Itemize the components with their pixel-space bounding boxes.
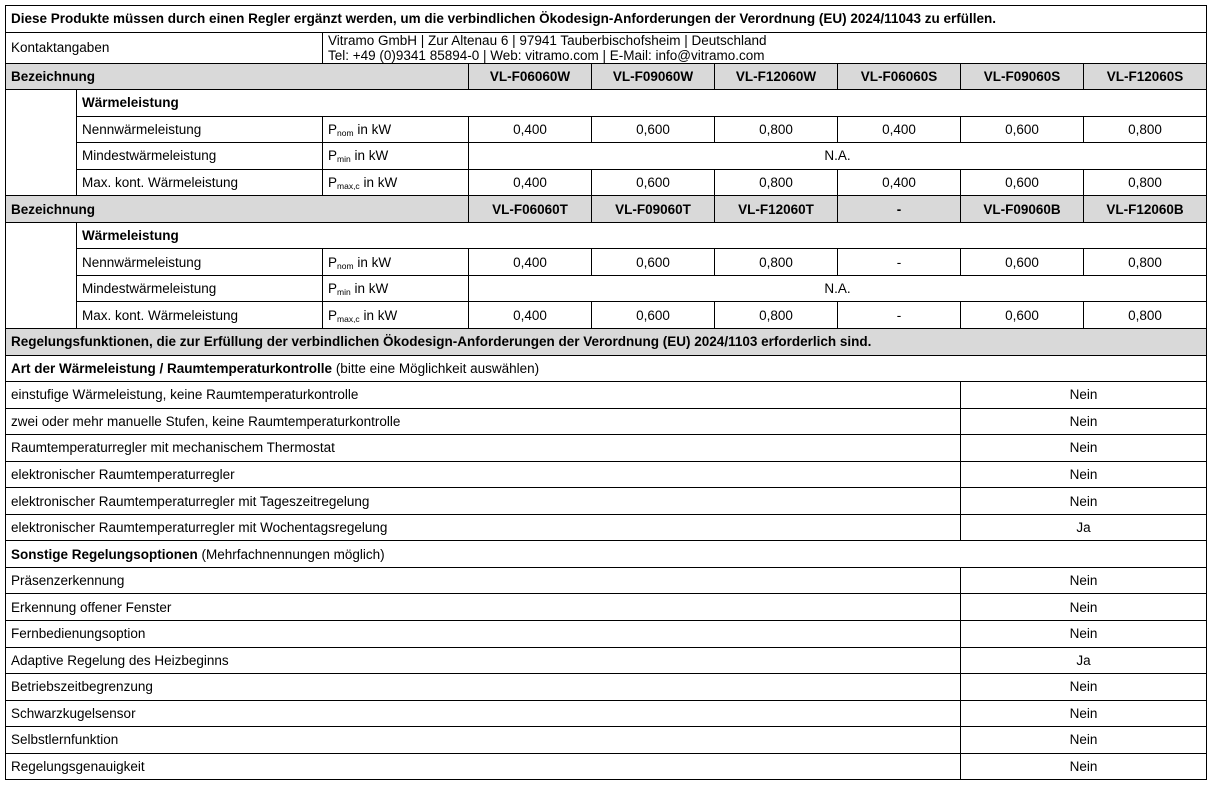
unit: in kW bbox=[359, 307, 398, 323]
symbol-subscript: max,c bbox=[337, 313, 360, 324]
value-cell: 0,600 bbox=[592, 302, 715, 329]
control-option-value: Nein bbox=[961, 567, 1207, 594]
indent-cell bbox=[6, 302, 77, 329]
symbol: P bbox=[328, 148, 338, 164]
value-cell: - bbox=[838, 302, 961, 329]
indent-cell bbox=[6, 169, 77, 196]
control-header: Regelungsfunktionen, die zur Erfüllung der verbindlichen Ökodesign-Anforderungen der Verordnung (EU) 2024/1103 erforderlich sind. bbox=[6, 329, 1207, 356]
control-option-label: Präsenzerkennung bbox=[6, 567, 961, 594]
indent-cell bbox=[6, 249, 77, 276]
unit: in kW bbox=[353, 254, 392, 270]
unit: in kW bbox=[350, 148, 389, 164]
contact-label: Kontaktangaben bbox=[6, 32, 323, 63]
value-row bbox=[6, 116, 1207, 143]
ecodesign-table bbox=[5, 5, 1207, 780]
value-cell: 0,600 bbox=[961, 116, 1084, 143]
control-option-label: Raumtemperaturregler mit mechanischem Thermostat bbox=[6, 435, 961, 462]
control-section-row bbox=[6, 541, 1207, 568]
control-option-row bbox=[6, 594, 1207, 621]
control-option-row bbox=[6, 674, 1207, 701]
control-option-label: Betriebszeitbegrenzung bbox=[6, 674, 961, 701]
symbol-unit bbox=[323, 143, 469, 170]
parameter-label: Mindestwärmeleistung bbox=[77, 275, 323, 302]
control-option-value: Nein bbox=[961, 408, 1207, 435]
control-option-label: elektronischer Raumtemperaturregler mit Wochentagsregelung bbox=[6, 514, 961, 541]
value-cell: 0,800 bbox=[1084, 116, 1207, 143]
value-cell: 0,400 bbox=[838, 169, 961, 196]
value-cell: - bbox=[838, 249, 961, 276]
contact-line-phone-web-mail: Tel: +49 (0)9341 85894-0 | Web: vitramo.com | E-Mail: info@vitramo.com bbox=[328, 47, 765, 63]
symbol-unit bbox=[323, 249, 469, 276]
merged-value: N.A. bbox=[469, 143, 1207, 170]
contact-details bbox=[323, 32, 1207, 63]
value-row bbox=[6, 143, 1207, 170]
parameter-label: Mindestwärmeleistung bbox=[77, 143, 323, 170]
value-cell: 0,600 bbox=[592, 116, 715, 143]
control-option-value: Nein bbox=[961, 727, 1207, 754]
control-option-row bbox=[6, 647, 1207, 674]
model-name: VL-F06060W bbox=[469, 63, 592, 90]
value-row bbox=[6, 249, 1207, 276]
model-header-row bbox=[6, 63, 1207, 90]
model-header-row bbox=[6, 196, 1207, 223]
symbol: P bbox=[328, 121, 338, 137]
contact-line-address: Vitramo GmbH | Zur Altenau 6 | 97941 Tauberbischofsheim | Deutschland bbox=[328, 32, 767, 48]
model-name: VL-F09060W bbox=[592, 63, 715, 90]
model-header-label: Bezeichnung bbox=[6, 196, 469, 223]
value-cell: 0,800 bbox=[715, 169, 838, 196]
control-option-row bbox=[6, 700, 1207, 727]
value-row bbox=[6, 275, 1207, 302]
model-name: - bbox=[838, 196, 961, 223]
control-option-row bbox=[6, 621, 1207, 648]
section-title: Wärmeleistung bbox=[77, 222, 1207, 249]
value-cell: 0,600 bbox=[592, 169, 715, 196]
section-title: Wärmeleistung bbox=[77, 90, 1207, 117]
control-option-label: einstufige Wärmeleistung, keine Raumtemperaturkontrolle bbox=[6, 382, 961, 409]
control-section-title bbox=[6, 541, 1207, 568]
unit: in kW bbox=[353, 121, 392, 137]
symbol: P bbox=[328, 254, 338, 270]
merged-value: N.A. bbox=[469, 275, 1207, 302]
indent-cell bbox=[6, 116, 77, 143]
control-option-row bbox=[6, 753, 1207, 780]
symbol: P bbox=[328, 281, 338, 297]
parameter-label: Max. kont. Wärmeleistung bbox=[77, 302, 323, 329]
value-row bbox=[6, 169, 1207, 196]
value-cell: 0,400 bbox=[469, 302, 592, 329]
symbol-subscript: min bbox=[337, 154, 351, 165]
control-option-label: Adaptive Regelung des Heizbeginns bbox=[6, 647, 961, 674]
value-cell: 0,800 bbox=[1084, 302, 1207, 329]
control-section-title bbox=[6, 355, 1207, 382]
control-option-value: Nein bbox=[961, 621, 1207, 648]
model-name: VL-F06060S bbox=[838, 63, 961, 90]
control-option-value: Nein bbox=[961, 488, 1207, 515]
model-name: VL-F09060S bbox=[961, 63, 1084, 90]
control-option-value: Nein bbox=[961, 753, 1207, 780]
control-option-value: Ja bbox=[961, 647, 1207, 674]
control-option-value: Nein bbox=[961, 461, 1207, 488]
model-name: VL-F12060W bbox=[715, 63, 838, 90]
value-cell: 0,400 bbox=[469, 116, 592, 143]
control-section-row bbox=[6, 355, 1207, 382]
parameter-label: Nennwärmeleistung bbox=[77, 249, 323, 276]
control-option-value: Nein bbox=[961, 435, 1207, 462]
section-row bbox=[6, 90, 1207, 117]
value-cell: 0,600 bbox=[592, 249, 715, 276]
control-option-row bbox=[6, 408, 1207, 435]
control-option-label: zwei oder mehr manuelle Stufen, keine Raumtemperaturkontrolle bbox=[6, 408, 961, 435]
control-option-value: Nein bbox=[961, 700, 1207, 727]
control-option-label: elektronischer Raumtemperaturregler bbox=[6, 461, 961, 488]
control-option-label: Selbstlernfunktion bbox=[6, 727, 961, 754]
indent-cell bbox=[6, 90, 77, 117]
control-option-value: Nein bbox=[961, 674, 1207, 701]
value-cell: 0,400 bbox=[469, 169, 592, 196]
value-cell: 0,800 bbox=[715, 302, 838, 329]
control-option-row bbox=[6, 435, 1207, 462]
parameter-label: Nennwärmeleistung bbox=[77, 116, 323, 143]
control-option-value: Nein bbox=[961, 594, 1207, 621]
unit: in kW bbox=[350, 281, 389, 297]
control-option-label: elektronischer Raumtemperaturregler mit Tageszeitregelung bbox=[6, 488, 961, 515]
control-option-value: Ja bbox=[961, 514, 1207, 541]
symbol-subscript: max,c bbox=[337, 181, 360, 191]
symbol-unit bbox=[323, 169, 469, 196]
model-header-label: Bezeichnung bbox=[6, 63, 469, 90]
value-cell: 0,600 bbox=[961, 169, 1084, 196]
control-section-note: (Mehrfachnennungen möglich) bbox=[197, 546, 385, 562]
symbol-unit bbox=[323, 302, 469, 329]
model-name: VL-F12060T bbox=[715, 196, 838, 223]
symbol: P bbox=[328, 175, 338, 190]
indent-cell bbox=[6, 143, 77, 170]
parameter-label: Max. kont. Wärmeleistung bbox=[77, 169, 323, 196]
symbol-subscript: nom bbox=[337, 127, 354, 138]
symbol-subscript: nom bbox=[337, 260, 354, 271]
section-row bbox=[6, 222, 1207, 249]
value-row bbox=[6, 302, 1207, 329]
value-cell: 0,400 bbox=[469, 249, 592, 276]
model-name: VL-F09060B bbox=[961, 196, 1084, 223]
control-option-row bbox=[6, 567, 1207, 594]
value-cell: 0,600 bbox=[961, 249, 1084, 276]
model-name: VL-F12060S bbox=[1084, 63, 1207, 90]
control-option-row bbox=[6, 461, 1207, 488]
value-cell: 0,800 bbox=[715, 249, 838, 276]
control-option-row bbox=[6, 514, 1207, 541]
contact-row bbox=[6, 32, 1207, 63]
control-option-label: Regelungsgenauigkeit bbox=[6, 753, 961, 780]
model-name: VL-F06060T bbox=[469, 196, 592, 223]
model-name: VL-F12060B bbox=[1084, 196, 1207, 223]
notice-text: Diese Produkte müssen durch einen Regler ergänzt werden, um die verbindlichen Ökodesign-Anforderungen der Verordnung (EU) 2024/11043 zu erfüllen. bbox=[6, 6, 1207, 33]
symbol-unit bbox=[323, 116, 469, 143]
control-section-note: (bitte eine Möglichkeit auswählen) bbox=[332, 360, 540, 376]
symbol-unit bbox=[323, 275, 469, 302]
value-cell: 0,800 bbox=[715, 116, 838, 143]
control-option-label: Erkennung offener Fenster bbox=[6, 594, 961, 621]
value-cell: 0,800 bbox=[1084, 249, 1207, 276]
value-cell: 0,800 bbox=[1084, 169, 1207, 196]
control-option-value: Nein bbox=[961, 382, 1207, 409]
control-section-name: Art der Wärmeleistung / Raumtemperaturkontrolle bbox=[11, 360, 333, 376]
unit: in kW bbox=[359, 175, 398, 190]
symbol: P bbox=[328, 307, 338, 323]
symbol-subscript: min bbox=[337, 287, 351, 298]
control-option-row bbox=[6, 488, 1207, 515]
control-header-row bbox=[6, 329, 1207, 356]
indent-cell bbox=[6, 222, 77, 249]
control-option-row bbox=[6, 382, 1207, 409]
value-cell: 0,600 bbox=[961, 302, 1084, 329]
model-name: VL-F09060T bbox=[592, 196, 715, 223]
control-section-name: Sonstige Regelungsoptionen bbox=[11, 546, 198, 562]
control-option-label: Fernbedienungsoption bbox=[6, 621, 961, 648]
notice-row bbox=[6, 6, 1207, 33]
control-option-row bbox=[6, 727, 1207, 754]
value-cell: 0,400 bbox=[838, 116, 961, 143]
indent-cell bbox=[6, 275, 77, 302]
control-option-label: Schwarzkugelsensor bbox=[6, 700, 961, 727]
